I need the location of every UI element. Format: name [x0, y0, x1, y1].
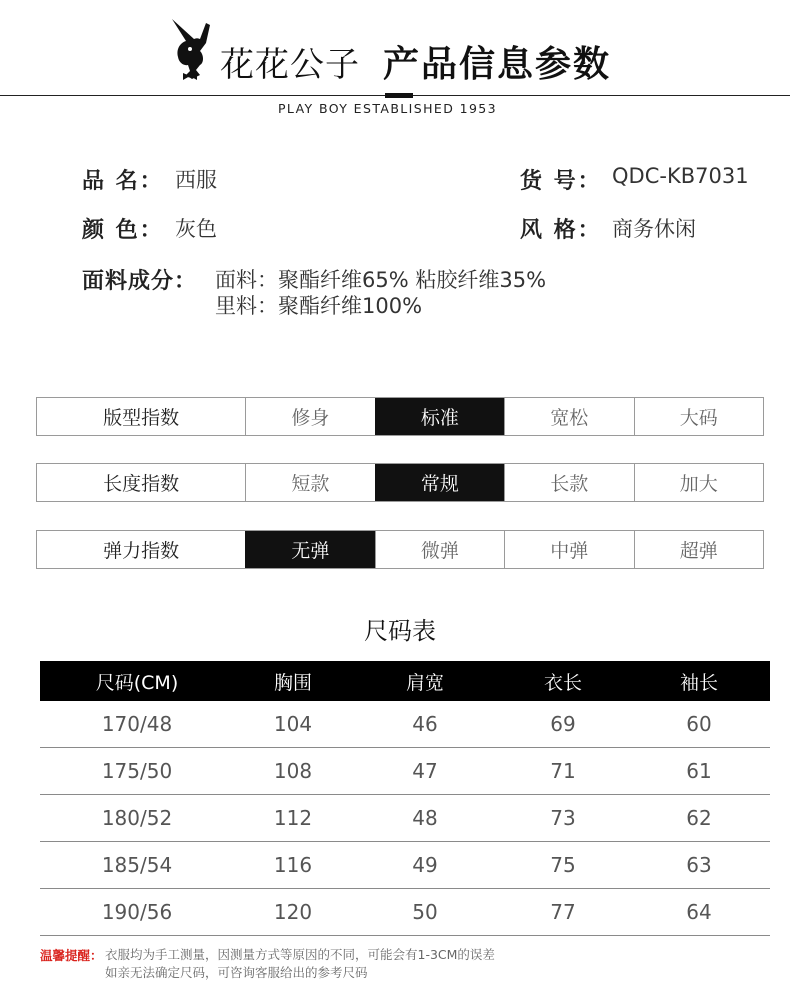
table-row — [40, 889, 770, 936]
cell-shoulder: 50 — [412, 900, 438, 924]
page-title: 产品信息参数 — [383, 44, 612, 85]
cell-size: 175/50 — [101, 759, 173, 783]
fabric-label: 面料成分： — [82, 269, 198, 294]
cell-sleeve: 63 — [686, 853, 712, 877]
cell-length: 71 — [550, 759, 576, 783]
cell-size: 185/54 — [101, 853, 173, 877]
fit-option-standard: 标准 — [375, 398, 504, 435]
cell-chest: 108 — [273, 759, 313, 783]
cell-size: 180/52 — [101, 806, 173, 830]
cell-sleeve: 60 — [686, 712, 712, 736]
fit-option-slim: 修身 — [245, 398, 374, 435]
cell-length: 69 — [550, 712, 576, 736]
stretch-option-medium: 中弹 — [504, 531, 633, 568]
stretch-option-none: 无弹 — [245, 531, 374, 568]
note-text — [105, 946, 495, 982]
fit-index-row — [36, 397, 764, 436]
style-label: 风 格： — [520, 218, 602, 243]
fit-option-plus: 大码 — [634, 398, 763, 435]
cell-shoulder: 46 — [412, 712, 438, 736]
cell-shoulder: 49 — [412, 853, 438, 877]
header-chest: 胸围 — [273, 671, 312, 694]
sku-label: 货 号： — [520, 169, 602, 194]
header-size: 尺码(CM) — [95, 671, 179, 694]
header-accent-bar — [385, 93, 413, 98]
length-option-long: 长款 — [504, 464, 633, 501]
length-option-extended: 加大 — [634, 464, 763, 501]
cell-length: 73 — [550, 806, 576, 830]
fit-index-label: 版型指数 — [103, 407, 180, 429]
stretch-index-row — [36, 530, 764, 569]
table-row — [40, 748, 770, 795]
size-table — [40, 661, 770, 936]
cell-size: 190/56 — [101, 900, 173, 924]
length-option-regular: 常规 — [375, 464, 504, 501]
fit-option-loose: 宽松 — [504, 398, 633, 435]
cell-chest: 120 — [273, 900, 313, 924]
style-value: 商务休闲 — [612, 217, 696, 241]
cell-sleeve: 62 — [686, 806, 712, 830]
name-value: 西服 — [175, 168, 217, 192]
table-row — [40, 701, 770, 748]
stretch-index-label: 弹力指数 — [103, 540, 180, 562]
color-value: 灰色 — [175, 217, 217, 241]
size-table-title: 尺码表 — [364, 617, 436, 645]
note-line-1: 衣服均为手工测量，因测量方式等原因的不同，可能会有1-3CM的误差 — [105, 947, 495, 962]
cell-chest: 116 — [273, 853, 313, 877]
cell-length: 75 — [550, 853, 576, 877]
cell-sleeve: 64 — [686, 900, 712, 924]
sku-value: QDC-KB7031 — [612, 164, 749, 188]
playboy-bunny-logo — [166, 13, 216, 85]
note-line-2: 如亲无法确定尺码，可咨询客服给出的参考尺码 — [105, 965, 368, 980]
note-label: 温馨提醒： — [40, 948, 103, 963]
cell-shoulder: 48 — [412, 806, 438, 830]
stretch-option-super: 超弹 — [634, 531, 763, 568]
cell-chest: 112 — [273, 806, 313, 830]
cell-sleeve: 61 — [686, 759, 712, 783]
color-label: 颜 色： — [82, 218, 164, 243]
length-option-short: 短款 — [245, 464, 374, 501]
fabric-outer: 面料：聚酯纤维65% 粘胶纤维35% — [215, 268, 547, 292]
stretch-option-slight: 微弹 — [375, 531, 504, 568]
cell-chest: 104 — [273, 712, 313, 736]
table-row — [40, 795, 770, 842]
fabric-lining: 里料：聚酯纤维100% — [215, 294, 423, 318]
length-index-label: 长度指数 — [103, 473, 180, 495]
cell-size: 170/48 — [101, 712, 173, 736]
size-table-header — [40, 661, 770, 701]
length-index-row — [36, 463, 764, 502]
brand-name: 花花公子 — [220, 45, 360, 85]
cell-shoulder: 47 — [412, 759, 438, 783]
header-sleeve: 袖长 — [679, 671, 718, 694]
cell-length: 77 — [550, 900, 576, 924]
header-shoulder: 肩宽 — [405, 671, 444, 694]
established-tagline: PLAY BOY ESTABLISHED 1953 — [277, 101, 497, 116]
header-length: 衣长 — [543, 671, 582, 694]
name-label: 品 名： — [82, 169, 164, 194]
table-row — [40, 842, 770, 889]
